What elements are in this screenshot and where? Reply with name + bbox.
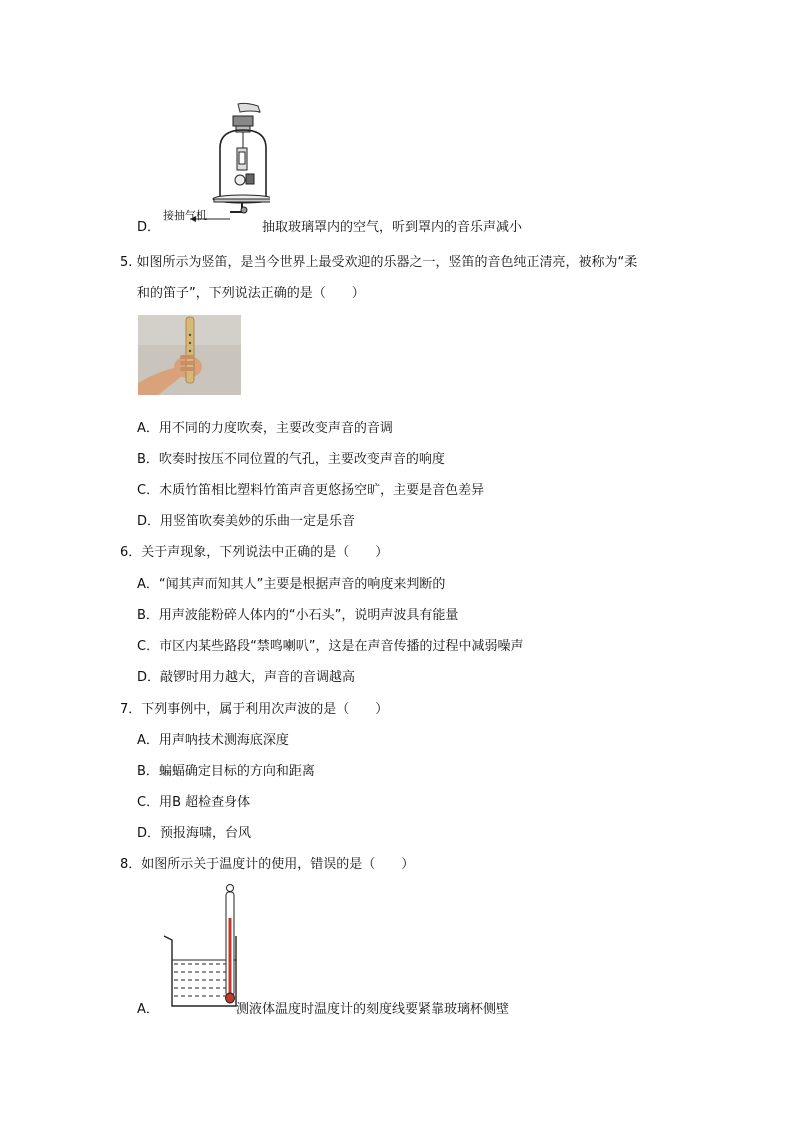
q8-option-a-text: 测液体温度时温度计的刻度线要紧靠玻璃杯侧壁 [236, 1002, 510, 1017]
q6-option-c: C．市区内某些路段“禁鸣喇叭”，这是在声音传播的过程中减弱噪声 [137, 639, 524, 654]
q7-stem: 7．下列事例中，属于利用次声波的是（ ） [120, 702, 389, 717]
q6-stem: 6．关于声现象，下列说法中正确的是（ ） [120, 545, 389, 560]
q7-option-b: B．蝙蝠确定目标的方向和距离 [137, 764, 315, 779]
q5-stem-line1: 5. 如图所示为竖笛，是当今世界上最受欢迎的乐器之一，竖笛的音色纯正清亮，被称为“柔 [120, 255, 638, 270]
q4-option-d-label: D． [137, 220, 161, 235]
q5-option-b: B．吹奏时按压不同位置的气孔，主要改变声音的响度 [137, 452, 445, 467]
recorder-photo [138, 315, 241, 395]
q8-stem: 8．如图所示关于温度计的使用，错误的是（ ） [120, 857, 415, 872]
q5-option-a: A．用不同的力度吹奏，主要改变声音的音调 [137, 421, 393, 436]
bell-jar-label: 接抽气机 [163, 209, 207, 222]
q4-option-d-text: 抽取玻璃罩内的空气，听到罩内的音乐声减小 [262, 220, 523, 235]
q5-stem-line2: 和的笛子”，下列说法正确的是（ ） [137, 286, 365, 301]
q6-option-a: A．“闻其声而知其人”主要是根据声音的响度来判断的 [137, 577, 446, 592]
beaker-thermometer-figure [160, 880, 240, 1010]
q5-option-c: C．木质竹笛相比塑料竹笛声音更悠扬空旷，主要是音色差异 [137, 483, 485, 498]
q5-option-d: D．用竖笛吹奏美妙的乐曲一定是乐音 [137, 514, 356, 529]
q7-option-c: C．用B 超检查身体 [137, 795, 251, 810]
q6-option-b: B．用声波能粉碎人体内的“小石头”，说明声波具有能量 [137, 608, 459, 623]
q7-option-a: A．用声呐技术测海底深度 [137, 733, 289, 748]
q7-option-d: D．预报海啸，台风 [137, 826, 252, 841]
q6-option-d: D．敲锣时用力越大，声音的音调越高 [137, 670, 356, 685]
q8-option-a-label: A． [137, 1002, 159, 1017]
